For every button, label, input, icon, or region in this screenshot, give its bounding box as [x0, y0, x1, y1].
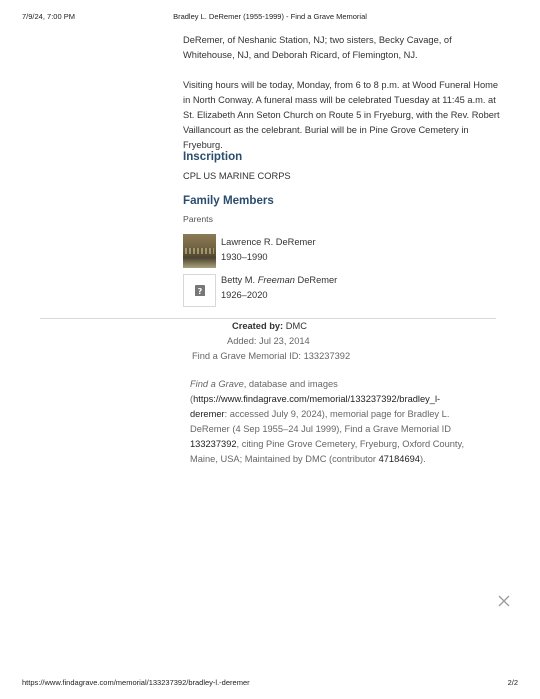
grave-photo[interactable] [183, 234, 216, 268]
print-page-title: Bradley L. DeRemer (1955-1999) - Find a Grave Memorial [173, 12, 367, 21]
family-member-betty[interactable] [183, 272, 433, 308]
family-member-lawrence[interactable] [183, 234, 433, 270]
close-icon[interactable] [497, 594, 511, 608]
created-by: Created by: DMC [232, 321, 307, 331]
obituary-paragraph: Visiting hours will be today, Monday, from 6 to 8 p.m. at Wood Funeral Home in North Conway. A funeral mass will be celebrated Tuesday at 11:45 a.m. at St. Elizabeth Ann Seton Church on Route 5 in Fryeburg, with the Rev. Robert Vaillancourt as the celebrant. Burial will be in Pine Grove Cemetery in Fryeburg. [183, 80, 500, 150]
family-member-dates: 1926–2020 [221, 290, 268, 300]
inscription-heading: Inscription [183, 150, 243, 163]
family-member-name[interactable]: Betty M. Freeman DeRemer [221, 275, 338, 285]
divider [40, 318, 496, 319]
question-photo-icon [194, 284, 206, 297]
added-date: Added: Jul 23, 2014 [227, 336, 310, 346]
print-url: https://www.findagrave.com/memorial/133237392/bradley-l.-deremer [22, 678, 250, 687]
contributor-link[interactable]: 47184694 [378, 454, 420, 464]
family-member-name[interactable]: Lawrence R. DeRemer [221, 237, 316, 247]
creator-link[interactable]: DMC [285, 321, 307, 331]
family-member-dates: 1930–1990 [221, 252, 268, 262]
no-photo-placeholder-icon[interactable] [183, 274, 216, 307]
print-header [22, 12, 518, 26]
parents-label: Parents [183, 214, 213, 224]
memorial-id: Find a Grave Memorial ID: 133237392 [192, 351, 351, 361]
citation-url[interactable]: https://www.findagrave.com/memorial/133237392/bradley_l-deremer [190, 394, 441, 419]
page-number: 2/2 [507, 678, 518, 687]
inscription-text: CPL US MARINE CORPS [183, 171, 291, 181]
obituary-paragraph: DeRemer, of Neshanic Station, NJ; two sisters, Becky Cavage, of Whitehouse, NJ, and Deborah Ricard, of Flemington, NJ. [183, 35, 452, 60]
family-members-heading: Family Members [183, 194, 274, 207]
citation: Find a Grave, database and images (https://www.findagrave.com/memorial/133237392/bradley_l-deremer: accessed July 9, 2024), memorial page for Bradley L. DeRemer (4 Sep 1955–24 Jul 1999), Find a Grave Memorial ID 133237392, citing Pine Grove Cemetery, Fryeburg, Oxford County, Maine, USA; Maintained by DMC (contributor 47184694). [190, 379, 465, 464]
print-datetime: 7/9/24, 7:00 PM [22, 12, 75, 21]
svg-text:?: ? [197, 287, 203, 296]
